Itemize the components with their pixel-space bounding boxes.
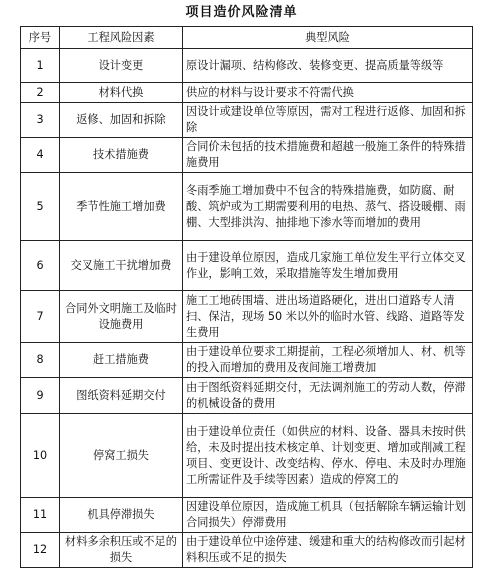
table-row (21, 414, 473, 498)
risk-factor: 图纸资料延期交付 (60, 378, 183, 414)
table-row (21, 533, 473, 568)
header-risk: 典型风险 (183, 27, 473, 49)
table-row (21, 173, 473, 241)
risk-factor: 返修、加固和拆除 (60, 103, 183, 138)
typical-risk: 因设计或建设单位等原因，需对工程进行返修、加固和拆除 (183, 103, 473, 138)
row-number: 8 (21, 343, 60, 378)
row-number: 6 (21, 241, 60, 291)
row-number: 9 (21, 378, 60, 414)
typical-risk: 由于建设单位中途停建、缓建和重大的结构修改而引起材料积压或不足的损失 (183, 533, 473, 568)
page-title: 项目造价风险清单 (185, 5, 298, 20)
risk-factor: 机具停滞损失 (60, 498, 183, 533)
table-row (21, 241, 473, 291)
typical-risk: 由于图纸资料延期交付，无法调剂施工的劳动人数，停滞的机械设备的费用 (183, 378, 473, 414)
typical-risk: 施工工地砖围墙、进出场道路硬化，进出口道路专人清扫、保洁，现场 50 米以外的临时水管、线路、道路等发生费用 (183, 291, 473, 343)
typical-risk: 合同价未包括的技术措施费和超越一般施工条件的特殊措施费用 (183, 138, 473, 173)
header-no: 序号 (21, 27, 60, 49)
risk-factor: 材料多余积压或不足的损失 (60, 533, 183, 568)
table-row (21, 103, 473, 138)
risk-factor: 季节性施工增加费 (60, 173, 183, 241)
risk-factor: 交叉施工干扰增加费 (60, 241, 183, 291)
typical-risk: 由于建设单位原因，造成几家施工单位发生平行立体交叉作业，影响工效，采取措施等发生增加费用 (183, 241, 473, 291)
row-number: 4 (21, 138, 60, 173)
risk-factor: 设计变更 (60, 49, 183, 83)
risk-factor: 合同外文明施工及临时设施费用 (60, 291, 183, 343)
risk-factor: 停窝工损失 (60, 414, 183, 498)
row-number: 11 (21, 498, 60, 533)
risk-factor: 技术措施费 (60, 138, 183, 173)
table-row (21, 49, 473, 83)
typical-risk: 因建设单位原因，造成施工机具（包括解除车辆运输计划合同损失）停滞费用 (183, 498, 473, 533)
risk-factor: 赶工措施费 (60, 343, 183, 378)
typical-risk: 供应的材料与设计要求不符需代换 (183, 83, 473, 103)
typical-risk: 由于建设单位责任（如供应的材料、设备、器具未按时供给，未及时提出技术核定单、计划变更、增加或削减工程项目、变更设计、改变结构、停水、停电、未及时办理施工所需证件及手续等因素）造成的停窝工的 (183, 414, 473, 498)
typical-risk: 原设计漏项、结构修改、装修变更、提高质量等级等 (183, 49, 473, 83)
table-row (21, 498, 473, 533)
row-number: 10 (21, 414, 60, 498)
table-header-row (21, 27, 473, 49)
typical-risk: 由于建设单位要求工期提前，工程必须增加人、材、机等的投入而增加的费用及夜间施工增费加 (183, 343, 473, 378)
row-number: 1 (21, 49, 60, 83)
row-number: 7 (21, 291, 60, 343)
row-number: 12 (21, 533, 60, 568)
table-row (21, 343, 473, 378)
table-row (21, 378, 473, 414)
table-row (21, 83, 473, 103)
risk-table (20, 26, 473, 568)
table-row (21, 138, 473, 173)
table-row (21, 291, 473, 343)
row-number: 5 (21, 173, 60, 241)
risk-factor: 材料代换 (60, 83, 183, 103)
typical-risk: 冬雨季施工增加费中不包含的特殊措施费，如防腐、耐酸、筑炉或为工期需要利用的电热、蒸气、搭设暖棚、雨棚、大型排洪沟、抽排地下渗水等而增加的费用 (183, 173, 473, 241)
row-number: 3 (21, 103, 60, 138)
row-number: 2 (21, 83, 60, 103)
header-factor: 工程风险因素 (60, 27, 183, 49)
